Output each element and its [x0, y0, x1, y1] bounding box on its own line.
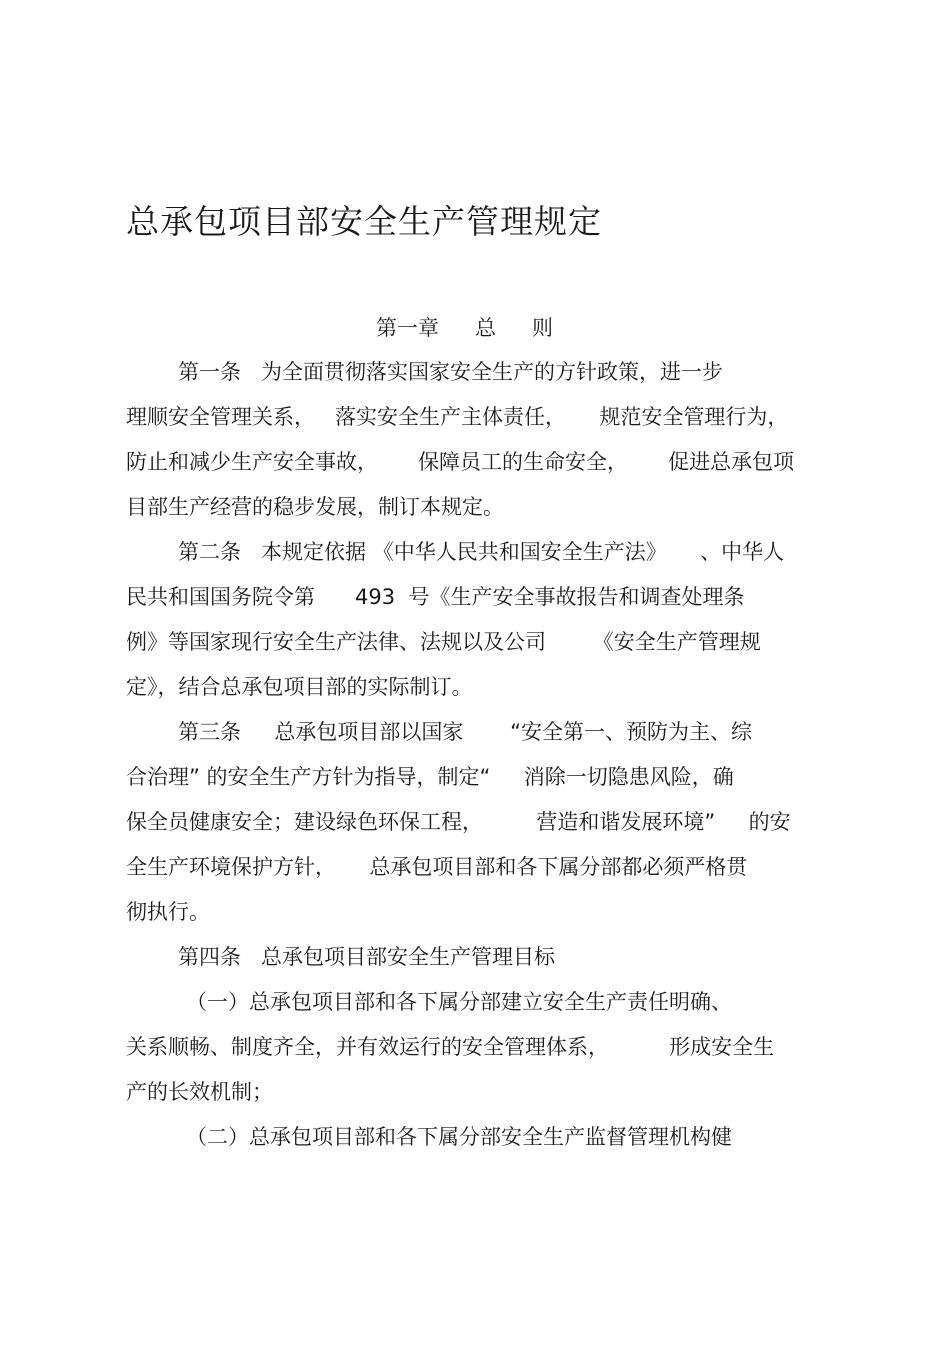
article-1-line-1: 第一条 为全面贯彻落实国家安全生产的方针政策，进一步: [178, 360, 724, 384]
article-4-item-2-line-1: （二）总承包项目部和各下属分部安全生产监督管理机构健: [186, 1125, 732, 1149]
article-3-line-3: 保全员健康安全；建设绿色环保工程， 营造和谐发展环境” 的安: [126, 810, 791, 834]
chapter-name-part1: 总: [475, 316, 496, 340]
article-1-line-3: 防止和减少生产安全事故， 保障员工的生命安全， 促进总承包项: [126, 450, 795, 474]
article-3-line-4: 全生产环境保护方针， 总承包项目部和各下属分部都必须严格贯: [126, 855, 748, 879]
article-2-line-4: 定》，结合总承包项目部的实际制订。: [126, 675, 473, 699]
article-1-line-2: 理顺安全管理关系， 落实安全生产主体责任， 规范安全管理行为，: [126, 405, 789, 429]
document-title: 总承包项目部安全生产管理规定: [126, 202, 602, 241]
chapter-name-part2: 则: [532, 316, 553, 340]
article-2-line-1: 第二条 本规定依据 《中华人民共和国安全生产法》 、中华人: [178, 540, 785, 564]
chapter-number: 第一章: [376, 316, 439, 340]
article-2-line-3: 例》等国家现行安全生产法律、法规以及公司 《安全生产管理规: [126, 630, 761, 654]
article-4-item-1-line-2: 关系顺畅、制度齐全，并有效运行的安全管理体系， 形成安全生: [126, 1035, 775, 1059]
article-4-item-1-line-1: （一）总承包项目部和各下属分部建立安全生产责任明确、: [186, 990, 732, 1014]
article-4-heading: 第四条 总承包项目部安全生产管理目标: [178, 945, 556, 969]
article-3-line-1: 第三条 总承包项目部以国家 “安全第一、预防为主、综: [178, 720, 752, 744]
article-3-line-5: 彻执行。: [126, 900, 210, 924]
article-2-line-2: 民共和国国务院令第 493 号《生产安全事故报告和调查处理条: [126, 585, 745, 609]
article-3-line-2: 合治理” 的安全生产方针为指导，制定“ 消除一切隐患风险，确: [126, 765, 734, 789]
chapter-heading: [376, 312, 553, 342]
article-1-line-4: 目部生产经营的稳步发展，制订本规定。: [126, 495, 504, 519]
article-4-item-1-line-3: 产的长效机制；: [126, 1080, 273, 1104]
